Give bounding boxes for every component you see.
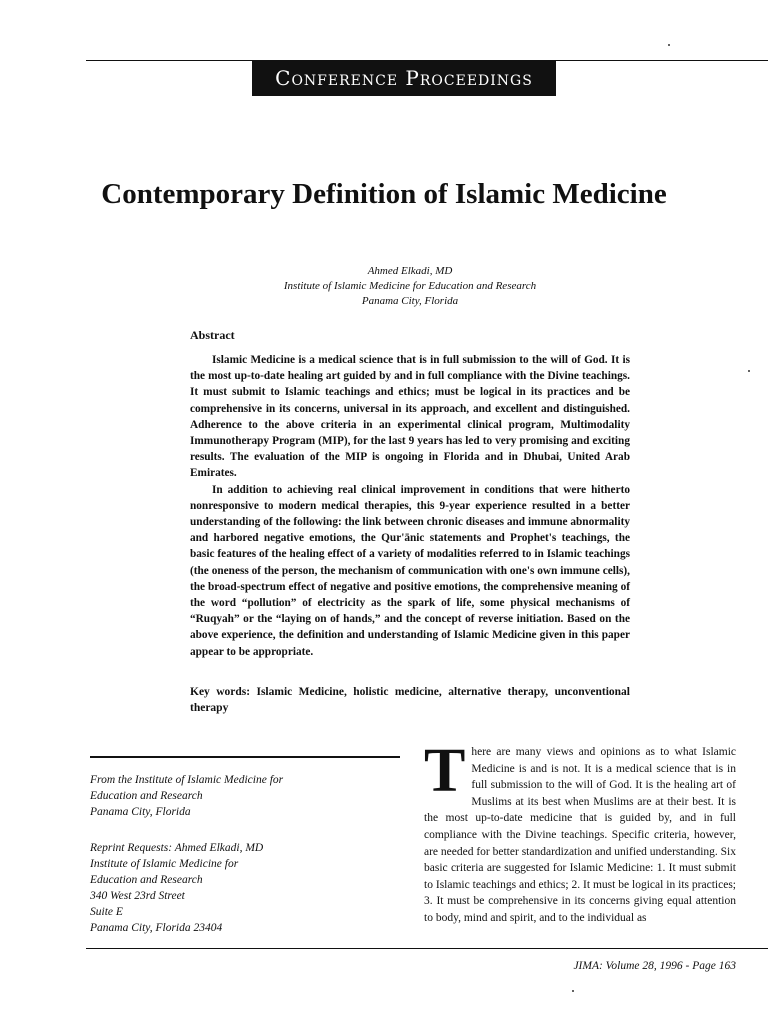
author-block (200, 264, 620, 309)
reprint-line: Reprint Requests: Ahmed Elkadi, MD (90, 842, 264, 854)
author-location: Panama City, Florida (361, 295, 459, 307)
speck (572, 990, 574, 992)
abstract-body (190, 352, 630, 660)
reprint-line: Education and Research (90, 874, 203, 886)
bottom-rule (86, 948, 768, 949)
speck (748, 370, 750, 372)
body-paragraph: here are many views and opinions as to what Islamic Medicine is and is not. It is a medical science that is in full submission to the will of God. It is the healing art of Muslims at its best when Muslims are at their best. It is the most up-to-date medicine that is guided by, and in full compliance with the Divine teachings. Specific criteria, however, are needed for better standardization and unified understanding. Six basic criteria are suggested for Islamic Medicine: 1. It must submit to Islamic teachings and ethics; 2. It must be logical in its practices; 3. It must be comprehensive in its concerns giving equal attention to body, mind and spirit, and to the individual as (424, 746, 736, 924)
body-text-column (424, 737, 736, 927)
reprint-line: Suite E (90, 906, 123, 918)
drop-cap: T (424, 737, 466, 805)
affiliation-block (90, 772, 400, 936)
author-institute: Institute of Islamic Medicine for Education and Research (283, 280, 537, 292)
affiliation-line: From the Institute of Islamic Medicine for (90, 774, 284, 786)
section-banner: Conference Proceedings (252, 60, 556, 96)
article-title: Contemporary Definition of Islamic Medicine (101, 178, 667, 210)
affiliation-line: Education and Research (90, 790, 203, 802)
abstract-paragraph-1: Islamic Medicine is a medical science that is in full submission to the will of God. It is the most up-to-date healing art guided by and in full compliance with the Divine teachings. It must submit to Islamic teachings and ethics; must be logical in its practices and be comprehensive in its concerns, universal in its approach, and excellent and distinguished. Adherence to the above criteria in an experimental clinical program, Multimodality Immunotherapy Program (MIP), for the last 9 years has led to very promising and exciting results. The evaluation of the MIP is ongoing in Florida and in Dhubai, United Arab Emirates. (190, 354, 630, 480)
affiliation-line: Panama City, Florida (90, 806, 191, 818)
reprint-line: 340 West 23rd Street (90, 890, 185, 902)
reprint-line: Institute of Islamic Medicine for (90, 858, 239, 870)
affiliation-rule (90, 756, 400, 758)
page-footer: JIMA: Volume 28, 1996 - Page 163 (573, 960, 736, 972)
keywords: Key words: Islamic Medicine, holistic medicine, alternative therapy, unconventional therapy (190, 686, 630, 714)
abstract-heading: Abstract (190, 328, 235, 342)
reprint-line: Panama City, Florida 23404 (90, 922, 223, 934)
speck (668, 44, 670, 46)
abstract-paragraph-2: In addition to achieving real clinical improvement in conditions that were hitherto nonresponsive to modern medical therapies, this 9-year experience resulted in a better understanding of the following: the link between chronic diseases and immune abnormality and harbored negative emotions, the Qur'ānic statements and Prophet's teachings, the basic features of the healing effect of a variety of modalities referred to in Islamic teachings (the oneness of the person, the mechanism of communication with one's own immune cells), the broad-spectrum effect of negative and positive emotions, the comprehensive meaning of the word “pollution” of electricity as the spark of life, some physical mechanisms of “Ruqyah” or the “laying on of hands,” and the concept of reverse initiation. Based on the above experience, the definition and understanding of Islamic Medicine given in this paper appear to be appropriate. (190, 483, 630, 658)
author-name: Ahmed Elkadi, MD (367, 265, 453, 277)
